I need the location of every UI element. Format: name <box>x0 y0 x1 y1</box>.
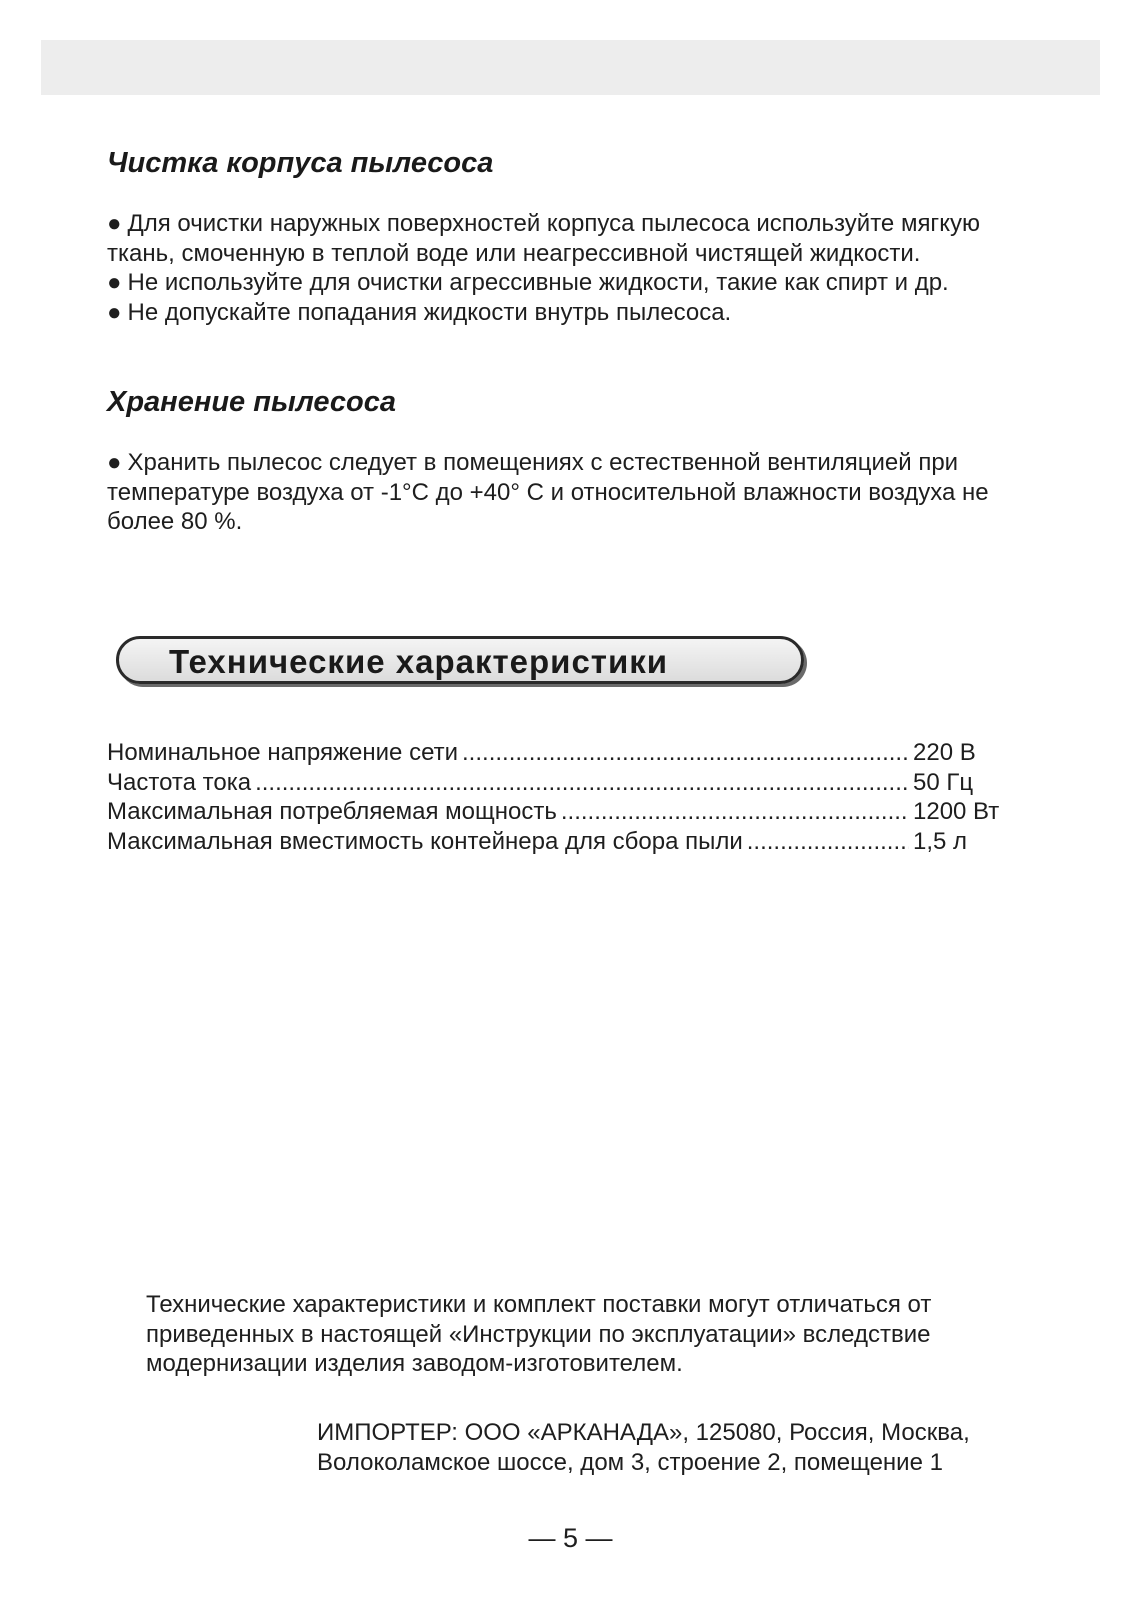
specs-table <box>107 738 1007 856</box>
storage-section <box>107 384 1047 537</box>
spec-value: 1200 Вт <box>913 798 1000 825</box>
spec-label: Максимальная потребляемая мощность <box>107 798 557 825</box>
list-item: ● Не используйте для очистки агрессивные жидкости, такие как спирт и др. <box>107 269 949 296</box>
leader-dots <box>561 797 909 827</box>
bullet-icon: ● <box>107 210 122 237</box>
page-number: — 5 — <box>528 1523 613 1553</box>
cleaning-list <box>107 209 1047 327</box>
leader-dots <box>747 827 909 857</box>
bullet-icon: ● <box>107 298 122 326</box>
spec-row-power <box>107 797 1007 827</box>
disclaimer-note: Технические характеристики и комплект поставки могут отличаться от приведенных в настоящей «Инструкции по эксплуатации» вследствие модернизации изделия заводом-изготовителем. <box>146 1291 932 1377</box>
storage-title: Хранение пылесоса <box>107 386 396 418</box>
spec-label: Частота тока <box>107 768 252 796</box>
leader-dots <box>462 738 909 768</box>
spec-label: Максимальная вместимость контейнера для сбора пыли <box>107 827 743 855</box>
cleaning-title: Чистка корпуса пылесоса <box>107 147 494 179</box>
specs-banner <box>116 636 804 684</box>
spec-value: 1,5 л <box>913 827 968 855</box>
spec-label: Номинальное напряжение сети <box>107 739 459 766</box>
importer-address <box>317 1418 1057 1477</box>
importer-line: Волоколамское шоссе, дом 3, строение 2, помещение 1 <box>317 1448 943 1476</box>
list-item: ● Хранить пылесос следует в помещениях с естественной вентиляцией при температуре воздуха от -1°С до +40° С и относительной влажности воздуха не более 80 %. <box>107 449 989 535</box>
spec-value: 220 В <box>913 739 976 766</box>
leader-dots <box>255 768 909 798</box>
header-band <box>41 40 1100 95</box>
spec-row-voltage <box>107 738 1007 768</box>
specs-title: Технические характеристики <box>169 643 669 680</box>
list-item: ● Для очистки наружных поверхностей корпуса пылесоса используйте мягкую ткань, смоченную в теплой воде или неагрессивной чистящей жидкости. <box>107 210 980 267</box>
importer-line: ИМПОРТЕР: ООО «АРКАНАДА», 125080, Россия, Москва, <box>317 1419 970 1446</box>
cleaning-section <box>107 145 1047 327</box>
spec-value: 50 Гц <box>913 768 974 796</box>
storage-list <box>107 448 1047 537</box>
bullet-icon: ● <box>107 449 122 476</box>
spec-row-frequency <box>107 768 1007 798</box>
bullet-icon: ● <box>107 269 122 296</box>
spec-row-capacity <box>107 827 1007 857</box>
list-item: ● Не допускайте попадания жидкости внутрь пылесоса. <box>107 298 732 326</box>
